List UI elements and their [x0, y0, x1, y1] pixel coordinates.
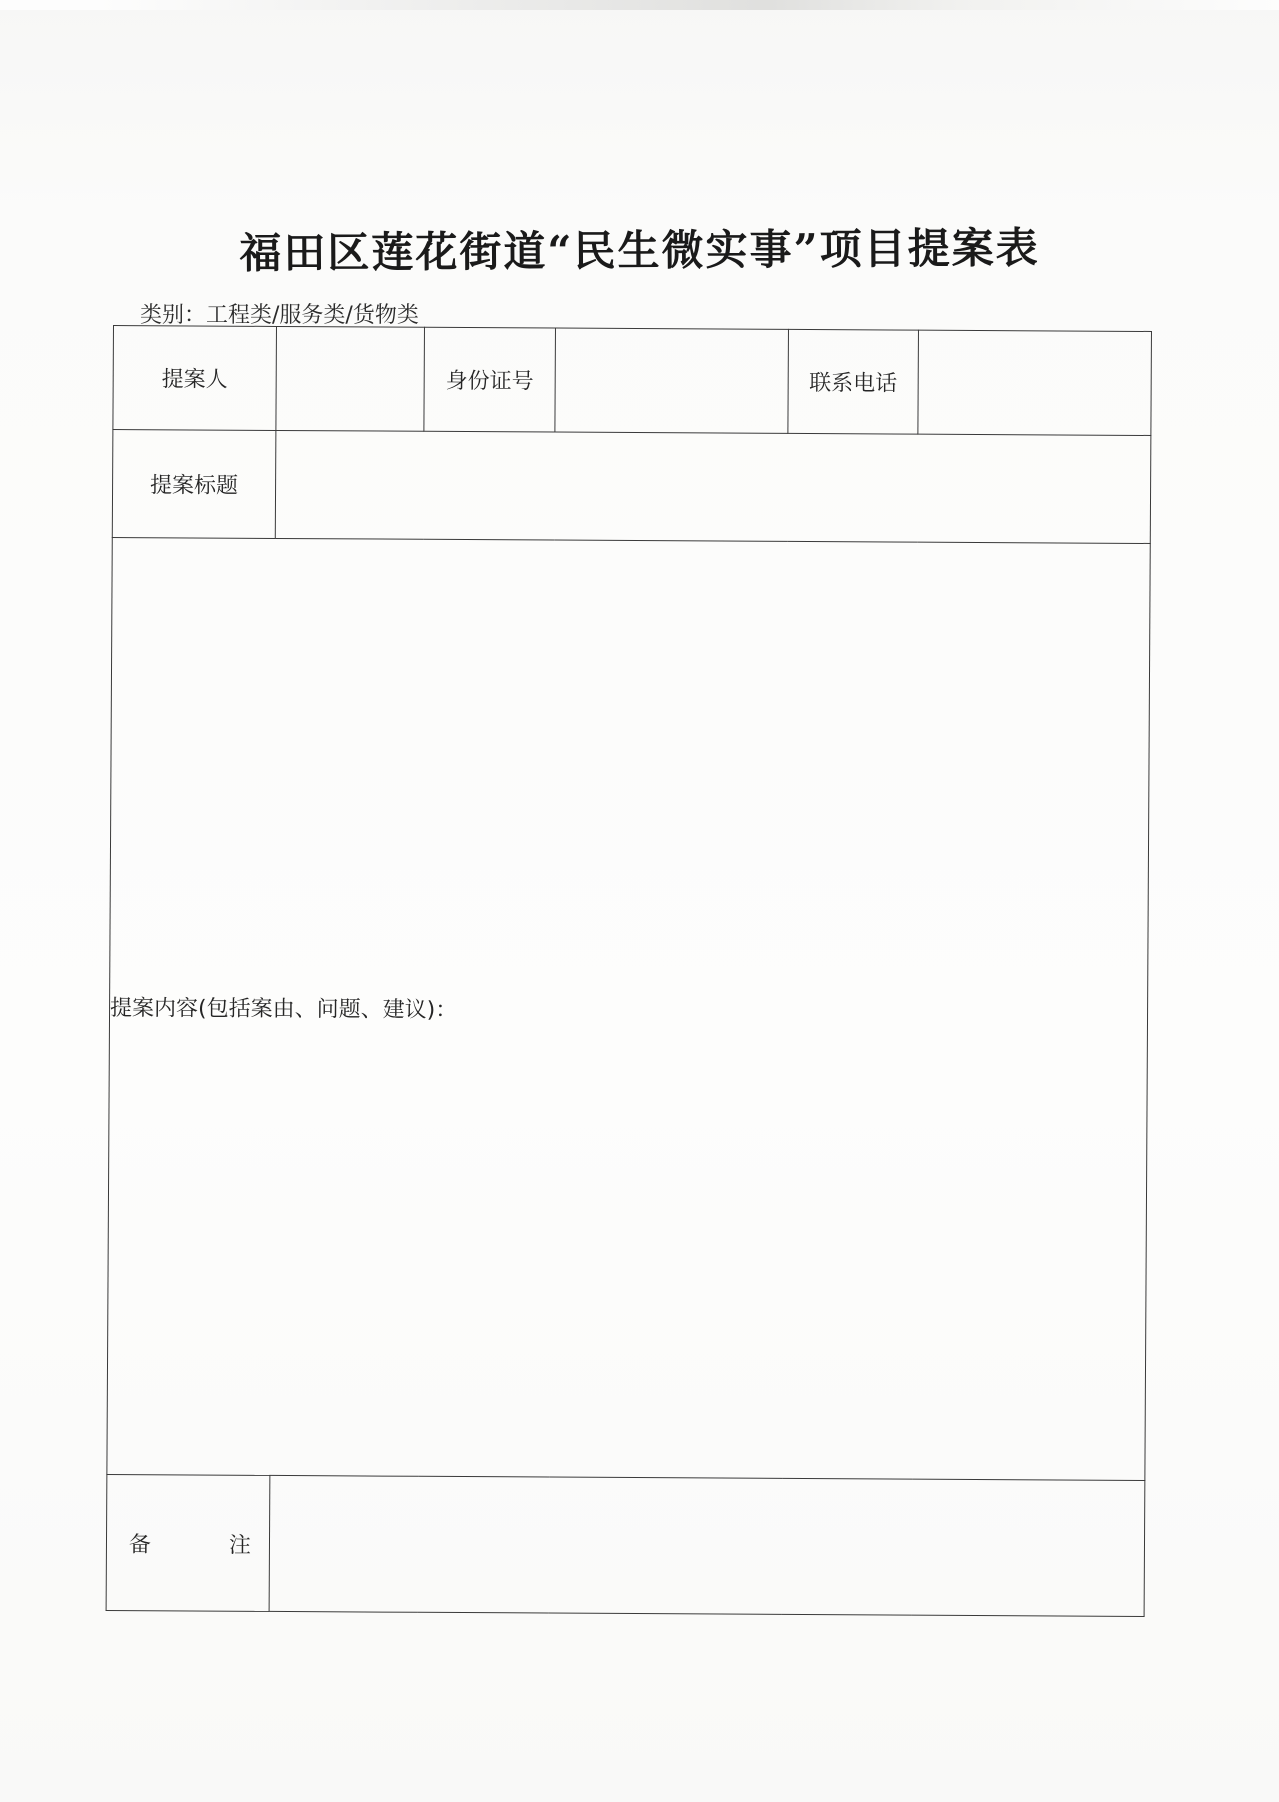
remark-char-2: 注: [228, 1532, 252, 1558]
remark-char-1: 备: [128, 1532, 152, 1558]
category-line: 类别：工程类/服务类/货物类: [140, 303, 419, 328]
phone-label: 联系电话: [788, 329, 919, 434]
proposal-content-area[interactable]: [107, 537, 1150, 1480]
row-content: [107, 537, 1150, 1480]
proposal-title-field[interactable]: [275, 430, 1151, 543]
row-remark: [106, 1474, 1145, 1616]
phone-field[interactable]: [918, 330, 1152, 435]
id-number-field[interactable]: [555, 328, 789, 433]
proposer-label: 提案人: [113, 326, 277, 431]
row-proposer: [113, 326, 1152, 436]
remark-field[interactable]: [269, 1475, 1145, 1616]
paper-top-edge: [0, 0, 1279, 10]
proposer-field[interactable]: [276, 326, 425, 431]
proposal-form: [106, 325, 1151, 1616]
proposal-form-table: [106, 325, 1152, 1617]
form-title: 福田区莲花街道“民生微实事”项目提案表: [239, 223, 1040, 278]
remark-label: [106, 1474, 270, 1611]
proposal-title-label: 提案标题: [112, 430, 276, 539]
proposal-content-label: 提案内容(包括案由、问题、建议)：: [109, 995, 458, 1023]
id-number-label: 身份证号: [424, 327, 556, 432]
row-proposal-title: [112, 430, 1151, 544]
